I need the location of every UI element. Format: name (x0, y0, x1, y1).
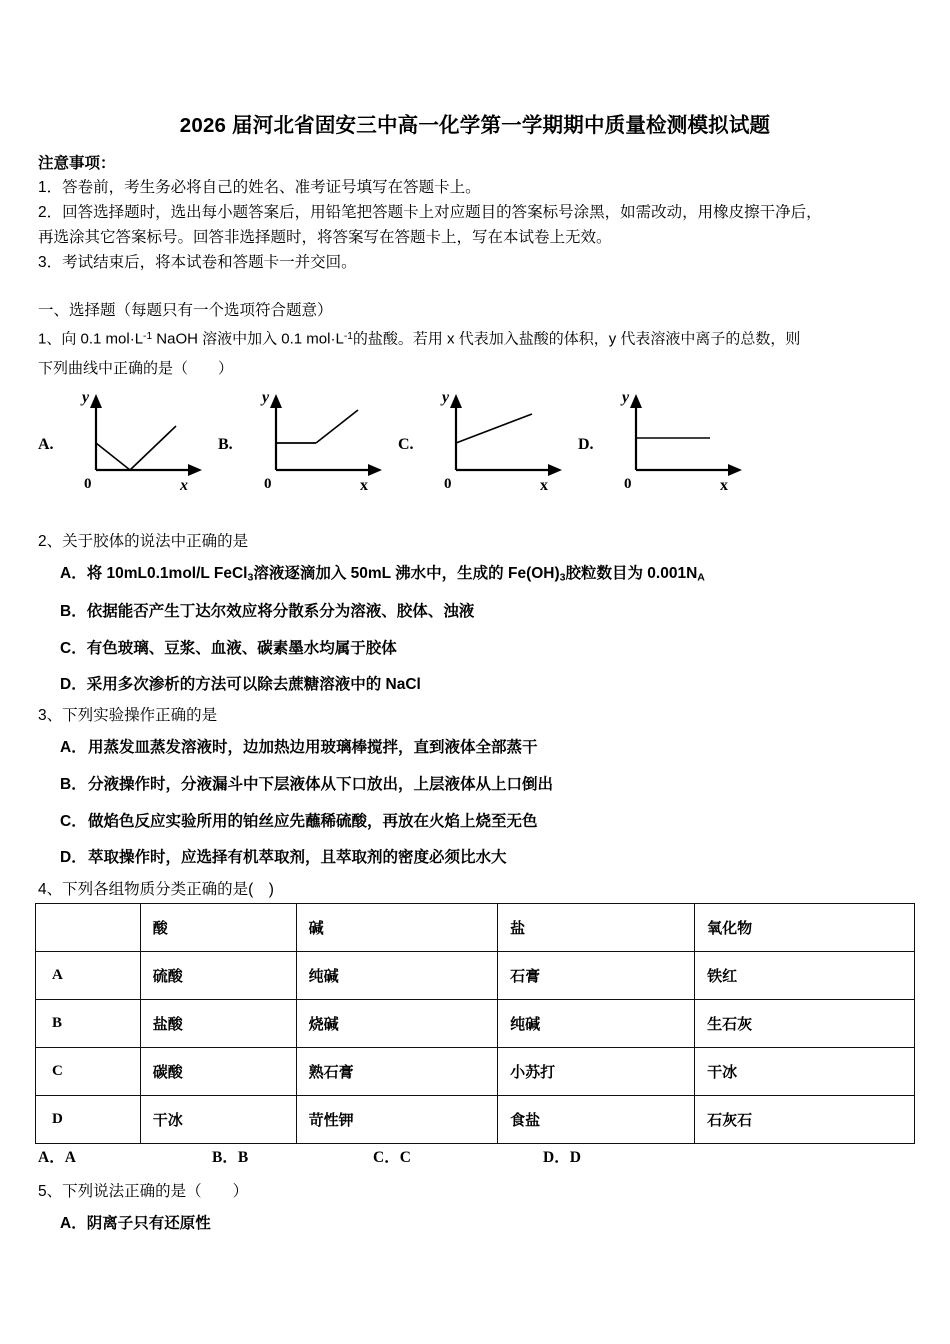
svg-text:0: 0 (444, 476, 452, 492)
question-4-answer-c[interactable]: C．C (373, 1149, 411, 1166)
table-header-acid: 酸 (140, 904, 296, 952)
table-row-c-salt: 小苏打 (498, 1048, 695, 1096)
graph-option-a-label: A. (38, 436, 54, 453)
question-3-option-d-text: 萃取操作时，应选择有机萃取剂，且萃取剂的密度必须比水大 (88, 849, 507, 866)
table-row-d-oxide: 石灰石 (695, 1096, 915, 1144)
svg-text:x: x (180, 477, 188, 494)
svg-text:x: x (720, 477, 728, 494)
question-1-graph-options (38, 388, 918, 508)
table-row-a-acid: 硫酸 (140, 952, 296, 1000)
graph-c-svg (428, 388, 578, 503)
notice-line-4: 3．考试结束后，将本试卷和答题卡一并交回。 (38, 254, 357, 271)
section-heading-choice: 一、选择题（每题只有一个选项符合题意） (38, 302, 333, 319)
table-row-b-label: B (36, 1000, 141, 1048)
notice-line-3: 再选涂其它答案标号。回答非选择题时，将答案写在答题卡上，写在本试卷上无效。 (38, 229, 612, 246)
table-row-b-acid: 盐酸 (140, 1000, 296, 1048)
question-3-option-b-text: 分液操作时，分液漏斗中下层液体从下口放出，上层液体从上口倒出 (88, 776, 554, 793)
table-row-a-base: 纯碱 (296, 952, 498, 1000)
question-4-table-wrapper (35, 903, 915, 1144)
table-row (36, 1000, 915, 1048)
svg-text:y: y (622, 389, 630, 406)
table-row (36, 1096, 915, 1144)
question-1-stem-line-2: 下列曲线中正确的是（ ） (38, 360, 234, 377)
graph-d-svg (608, 388, 758, 503)
svg-text:x: x (540, 477, 548, 494)
svg-text:y: y (262, 389, 270, 406)
question-4-answer-a[interactable]: A．A (38, 1149, 76, 1166)
table-row-d-base: 苛性钾 (296, 1096, 498, 1144)
table-row-d-acid: 干冰 (140, 1096, 296, 1144)
question-4-answer-d[interactable]: D．D (543, 1149, 581, 1166)
question-3-option-c-text: 做焰色反应实验所用的铂丝应先蘸稀硫酸，再放在火焰上烧至无色 (88, 813, 538, 830)
table-header-base: 碱 (296, 904, 498, 952)
notice-line-1: 1．答卷前，考生务必将自己的姓名、准考证号填写在答题卡上。 (38, 179, 481, 196)
question-3-stem: 3、下列实验操作正确的是 (38, 707, 218, 724)
table-row-d-salt: 食盐 (498, 1096, 695, 1144)
notice-heading: 注意事项： (38, 155, 116, 172)
svg-text:0: 0 (264, 476, 272, 492)
graph-option-c-label: C. (398, 436, 414, 453)
table-row-a-oxide: 铁红 (695, 952, 915, 1000)
table-row-b-salt: 纯碱 (498, 1000, 695, 1048)
substance-classification-table (35, 903, 915, 1144)
table-row-c-acid: 碳酸 (140, 1048, 296, 1096)
question-3-option-d: D． (60, 849, 87, 866)
table-row-a-label: A (36, 952, 141, 1000)
question-2-option-c: C．有色玻璃、豆浆、血液、碳素墨水均属于胶体 (60, 640, 397, 657)
table-row-c-oxide: 干冰 (695, 1048, 915, 1096)
svg-text:0: 0 (624, 476, 632, 492)
table-row (36, 1048, 915, 1096)
table-row-a-salt: 石膏 (498, 952, 695, 1000)
question-4-answer-b[interactable]: B．B (212, 1149, 249, 1166)
question-5-option-a: A．阴离子只有还原性 (60, 1215, 211, 1232)
table-header-blank (36, 904, 141, 952)
question-2-option-b: B．依据能否产生丁达尔效应将分散系分为溶液、胶体、浊液 (60, 603, 475, 620)
table-row-d-label: D (36, 1096, 141, 1144)
svg-text:y: y (82, 389, 90, 406)
svg-text:x: x (360, 477, 368, 494)
table-row (36, 952, 915, 1000)
question-2-option-a: A．将 10mL0.1mol/L FeCl$_3$溶液逐滴加入 50mL 沸水中，生成的 $Fe(OH)_3$胶粒数目为 $0.001N_A$ (60, 565, 705, 584)
page-title: 2026 届河北省固安三中高一化学第一学期期中质量检测模拟试题 (179, 114, 771, 137)
question-3-option-b: B． (60, 776, 87, 793)
graph-option-b-label: B. (218, 436, 233, 453)
question-3-option-a-text: 用蒸发皿蒸发溶液时，边加热边用玻璃棒搅拌，直到液体全部蒸干 (88, 739, 538, 756)
question-3-option-a: A． (60, 739, 87, 756)
question-3-option-c: C． (60, 813, 87, 830)
question-1-stem-line-1: 1、向 0.1 $mol\cdot L^{-1}$ NaOH 溶液中加入 0.1 $mol\cdot L^{-1}$的盐酸。若用 x 代表加入盐酸的体积，y 代表溶液中离子的总数，则 (38, 330, 801, 348)
table-row-c-label: C (36, 1048, 141, 1096)
table-header-oxide: 氧化物 (695, 904, 915, 952)
table-header-row (36, 904, 915, 952)
table-row-b-base: 烧碱 (296, 1000, 498, 1048)
graph-a-svg (68, 388, 218, 503)
svg-text:0: 0 (84, 476, 92, 492)
question-2-stem: 2、关于胶体的说法中正确的是 (38, 533, 249, 550)
question-2-option-d: D．采用多次渗析的方法可以除去蔗糖溶液中的 NaCl (60, 676, 421, 693)
question-4-stem: 4、下列各组物质分类正确的是( ) (38, 881, 274, 898)
table-header-salt: 盐 (498, 904, 695, 952)
table-row-c-base: 熟石膏 (296, 1048, 498, 1096)
question-4-answer-choices (38, 1145, 918, 1167)
graph-b-svg (248, 388, 398, 503)
graph-option-d-label: D. (578, 436, 594, 453)
question-5-stem: 5、下列说法正确的是（ ） (38, 1183, 249, 1200)
svg-text:y: y (442, 389, 450, 406)
notice-line-2: 2．回答选择题时，选出每小题答案后，用铅笔把答题卡上对应题目的答案标号涂黑，如需改动，用橡皮擦干净后， (38, 204, 822, 221)
table-row-b-oxide: 生石灰 (695, 1000, 915, 1048)
graph-option-d (578, 388, 793, 508)
